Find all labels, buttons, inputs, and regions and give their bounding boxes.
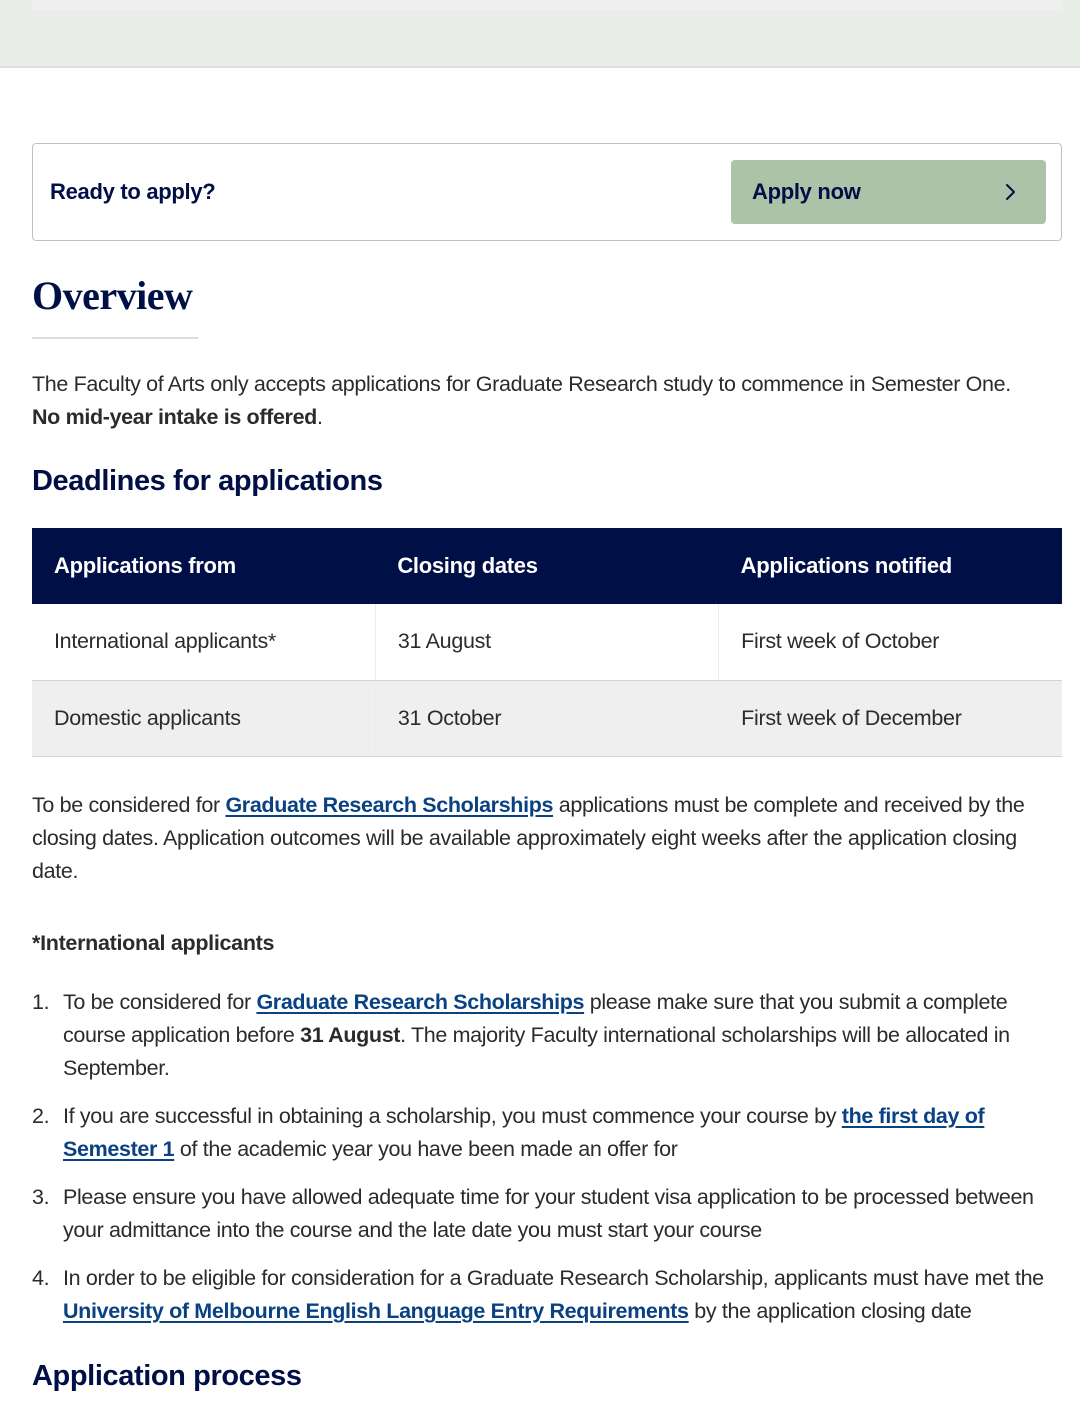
list-number: 1. — [32, 990, 50, 1014]
overview-intro — [32, 368, 1062, 434]
overview-heading: Overview — [32, 273, 193, 318]
apply-now-button[interactable] — [731, 160, 1046, 224]
item-bold-date: 31 August — [300, 1023, 401, 1047]
item-text: In order to be eligible for consideration for a Graduate Research Scholarship, applicants must have met the — [63, 1266, 1044, 1290]
intro-text: The Faculty of Arts only accepts applications for Graduate Research study to commence in Semester One. — [32, 372, 1011, 396]
first-day-of-semester-link[interactable]: the first day of Semester 1 — [63, 1104, 985, 1161]
column-header: Closing dates — [375, 528, 718, 604]
international-applicants-heading: *International applicants — [32, 931, 275, 955]
apply-prompt-text: Ready to apply? — [50, 179, 216, 204]
english-language-requirements-link[interactable]: University of Melbourne English Language Entry Requirements — [63, 1299, 689, 1323]
list-item — [32, 1100, 1062, 1166]
item-text: . The majority Faculty international scholarships will be allocated in September. — [63, 1023, 1010, 1080]
item-text: by the application closing date — [688, 1299, 972, 1323]
intro-end-punct: . — [316, 405, 323, 429]
item-text: If you are successful in obtaining a scholarship, you must commence your course by — [63, 1104, 842, 1128]
table-cell: 31 October — [375, 680, 718, 756]
international-requirements-list — [32, 986, 1062, 1343]
list-item — [32, 986, 1062, 1085]
scholarship-note — [32, 789, 1062, 888]
list-number: 4. — [32, 1266, 50, 1290]
item-text: To be considered for — [63, 990, 257, 1014]
list-item — [32, 1181, 1062, 1247]
note-prefix: To be considered for — [32, 793, 226, 817]
table-cell: First week of December — [719, 680, 1062, 756]
table-cell: First week of October — [719, 604, 1062, 680]
deadlines-heading: Deadlines for applications — [32, 465, 383, 497]
list-number: 2. — [32, 1104, 50, 1128]
application-process-heading: Application process — [32, 1360, 302, 1392]
graduate-research-scholarships-link[interactable]: Graduate Research Scholarships — [225, 793, 554, 817]
top-banner — [0, 0, 1080, 68]
list-item — [32, 1262, 1062, 1328]
top-banner-inner-panel — [32, 0, 1062, 10]
heading-divider — [32, 337, 198, 339]
note-suffix: applications must be complete and received by the closing dates. Application outcomes will be available approximately eight weeks after the application closing date. — [32, 793, 1025, 883]
apply-now-label: Apply now — [752, 179, 861, 204]
item-text: of the academic year you have been made an offer for — [174, 1137, 678, 1161]
chevron-right-icon — [1000, 182, 1020, 202]
graduate-research-scholarships-link[interactable]: Graduate Research Scholarships — [256, 990, 585, 1014]
table-cell: 31 August — [375, 604, 718, 680]
list-number: 3. — [32, 1185, 50, 1209]
table-row — [32, 680, 1062, 756]
intro-bold-text: No mid-year intake is offered — [32, 405, 317, 429]
table-header-row — [32, 528, 1062, 604]
item-text: please make sure that you submit a complete course application before — [63, 990, 1008, 1047]
table-cell: Domestic applicants — [32, 680, 375, 756]
table-cell: International applicants* — [32, 604, 375, 680]
column-header: Applications from — [32, 528, 375, 604]
apply-callout — [32, 143, 1062, 241]
table-row — [32, 604, 1062, 680]
column-header: Applications notified — [719, 528, 1062, 604]
item-text: Please ensure you have allowed adequate time for your student visa application to be processed between your admittance into the course and the late date you must start your course — [63, 1185, 1034, 1242]
deadlines-table — [32, 528, 1062, 757]
